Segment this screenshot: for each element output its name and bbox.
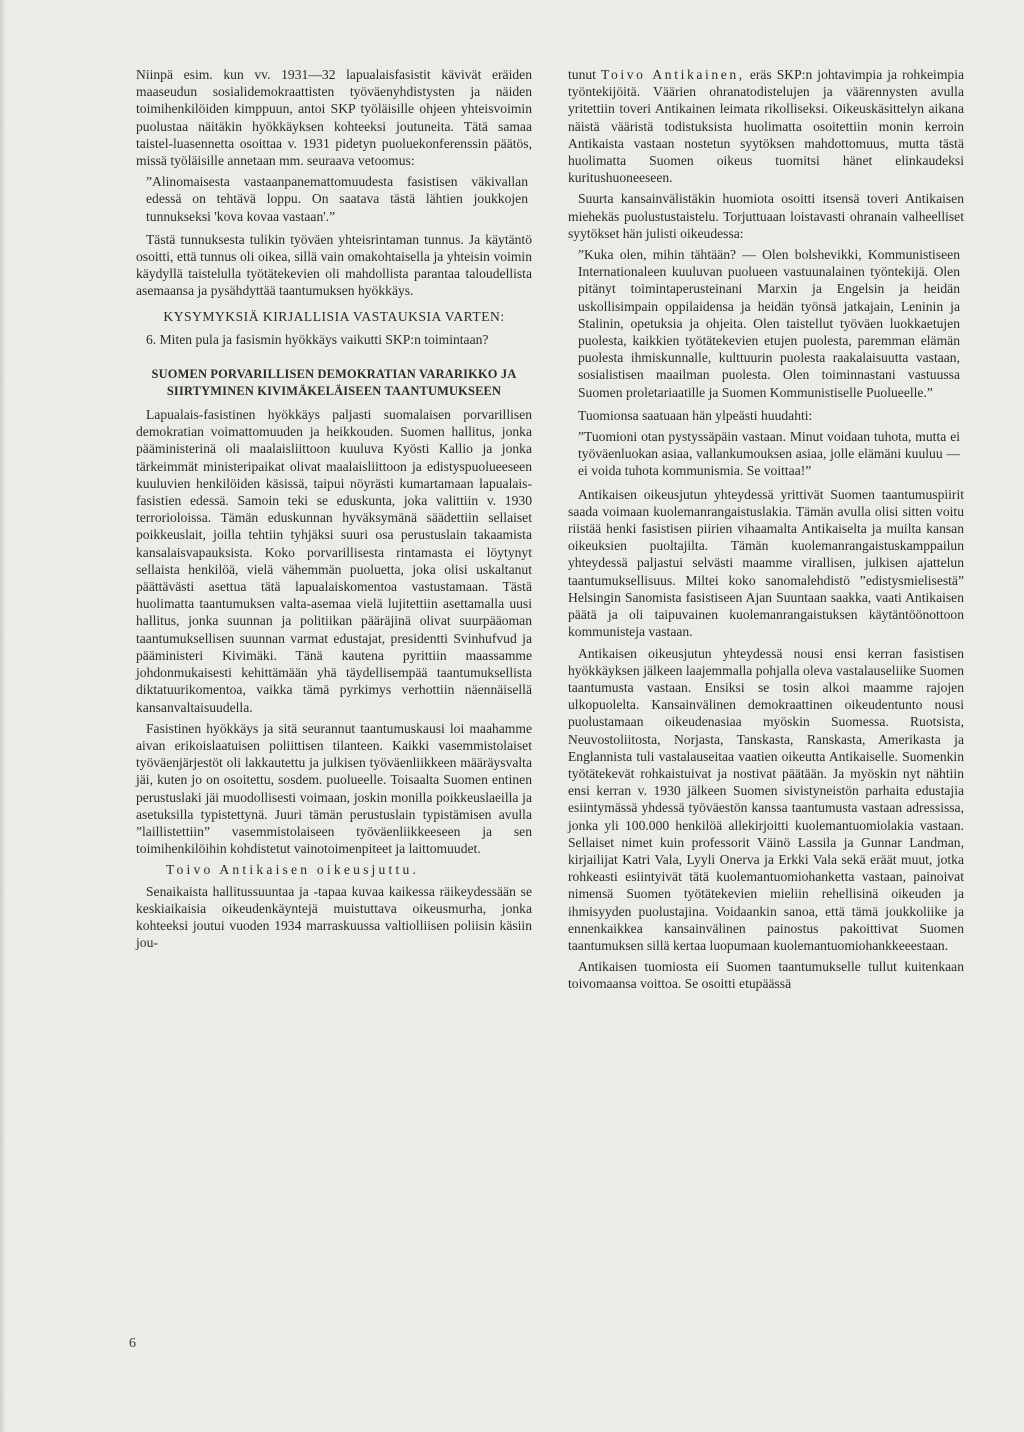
section-paragraph-2: Fasistinen hyökkäys ja sitä seurannut taantumuskausi loi maahamme aivan erikoislaatuisen poliittisen tilanteen. Kaikki vasemmistolaiset työväenjärjestöt oli lakkautettu ja julkisen työväenliikkeen määräysvalta jäi, kuten jo on osoitettu, sosdem. puolueelle. Toisaalta Suomen entinen perustuslaki jäi muodollisesti voimaan, joskin monilla poikkeuslaeilla ja asetuksilla typistettynä. Juuri tämän perustuslain typistämisen avulla ”laillistettiin” vasemmistolaiseen työväenliikkeeseen ja sen toimihenkilöihin kohdistetut vainotoimenpiteet ja laittomuudet. (136, 720, 532, 857)
verdict-quote-text: ”Tuomioni otan pystyssäpäin vastaan. Minut voidaan tuhota, mutta ei työväenluokan asiaa, vallankumouksen asiaa, jolle elämäni kuuluu — ei voida tuhota kommunismia. Se voittaa!” (578, 429, 960, 479)
scan-edge (0, 0, 6, 1432)
conference-quote (136, 173, 532, 225)
antikainen-case-heading: Toivo Antikaisen oikeusjuttu. (166, 862, 420, 878)
right-paragraph-1-rest: eräs SKP:n johtavimpia ja rohkeimpia työntekijöitä. Väärien ohranatodistelujen ja väärennysten avulla yritettiin toveri Antikainen leimata rikolliseksi. Oikeuskäsittelyn aikana näistä vääristä todistuksista huolimatta osoitettiin monin kerroin Antikaista vastaan nostetun syytöksen mahdottomuus, mutta tästä huolimatta Suomen oikeus tuomitsi hänet elinkaudeksi kuritushuoneeseen. (568, 67, 965, 186)
court-speech-text: ”Kuka olen, mihin tähtään? — Olen bolshevikki, Kommunistiseen Internationaleen kuuluvan puolueen vastuunalainen työntekijä. Olen pitänyt toimintaperusteinani Marxin ja Engelsin ja heidän uskollisimpain oppilaidensa ja heidän työnsä jatkajain, Leninin ja Stalinin, opetuksia ja ohjeita. Olen taistellut työväen luokkaetujen puolesta, kaikkien työtätekevien etujen puolesta, paremman elämän puolesta ihmiskunnalle, kulttuurin puolesta raakalaisuutta vastaan, sosialistisen maailman puolesta. Olen toiminnastani vastuussa Suomen proletariaatille ja Suomen Kommunistiselle Puolueelle.” (578, 247, 960, 400)
shout-intro: Tuomionsa saatuaan hän ylpeästi huudahti: (578, 407, 813, 423)
right-column (568, 66, 964, 997)
right-paragraph-2: Suurta kansainvälistäkin huomiota osoitti itsensä toveri Antikaisen miehekäs puolustustaistelu. Torjuttuaan loistavasti ohranain valheelliset syytökset hän julisti oikeudessa: (568, 191, 964, 241)
verdict-quote (568, 428, 964, 480)
right-paragraph-4: Antikaisen oikeusjutun yhteydessä nousi ensi kerran fasistisen hyökkäyksen jälkeen laajemmalla pohjalla oleva vastalauseliike Suomen taantumusta vastaan. Ensiksi se tosin alkoi maamme rajojen ulkopuolelta. Kansainvälinen demokraattinen oikeudentunto nousi puolustamaan oikeudenasiaa myöskin Suomessa. Ruotsista, Neuvostoliitosta, Norjasta, Tanskasta, Ranskasta, Amerikasta ja Englannista tuli vastalauseitaa vaatien oikeutta Antikaiselle. Suomenkin työtätekevät rohkaistuivat ja nostivat päätään. Ja myöskin nyt nähtiin ensi kerran v. 1930 jälkeen Suomen sivistyneistön parhaita edustajia esiintymässä yhdessä työväestön kanssa taantumusta vastaan adressissa, jonka yli 100.000 henkilöä allekirjoitti kuolemantuomiolakia vastaan. Sellaiset nimet kuin professorit Väinö Lassila ja Gunnar Landman, kirjailijat Katri Vala, Lyyli Onerva ja Erkki Vala sekä eräät muut, jotka rohkeasti esiintyivät tätä kuolemantuomiohanketta vastaan, painoivat nimensä Suomen työtätekevien mieliin rehellisinä oikeuden ja ihmisyyden puolustajina. Voidaankin sanoa, että tämä joukkoliike ja ennenkaikkea kansainvälinen painostus pakoittivat Suomen taantumuksen sillä kertaa luopumaan kuolemantuomiohankkeeestaan. (568, 645, 964, 953)
section-paragraph-3: Senaikaista hallitussuuntaa ja -tapaa kuvaa kaikessa räikeydessään se keskiaikaisia oikeudenkäyntejä muistuttava oikeusmurha, jonka kohteeksi joutui vuoden 1934 marraskuussa valtiolliisen poliisin käsiin jou- (136, 883, 532, 951)
right-paragraph-1 (568, 66, 964, 186)
conference-quote-text: ”Alinomaisesta vastaanpanemattomuudesta fasistisen väkivallan edessä on tehtävä loppu. On saatava tästä lähtien joukkojen tunnukseksi 'kova kovaa vastaan'.” (146, 174, 528, 224)
antikainen-name: Toivo Antikainen, (600, 67, 745, 82)
left-column (136, 66, 532, 955)
question-6: 6. Miten pula ja fasismin hyökkäys vaikutti SKP:n toimintaan? (146, 331, 489, 347)
right-paragraph-1-prefix: tunut (568, 67, 601, 82)
right-paragraph-3: Antikaisen oikeusjutun yhteydessä yrittivät Suomen taantumuspiirit saada voimaan kuolemanrangaistuslakia. Tämän avulla olisi sitten voitu riistää henki fasistisen piirien vihaamalta Antikaiselta ja muilta kansan oikeuksien puoltajilta. Tämän kuolemanrangaistuskamppailun yhteydessä paljastui selvästi maamme virallisen, julkisen ajattelun taantumuksellisuus. Miltei koko sanomalehdistö ”edistysmielisestä” Helsingin Sanomista fasistiseen Ajan Suuntaan saakka, vaati Antikaisen päätä ja oli taipuvainen kuolemanrangaistuksen käytäntöönottoon kommunisteja vastaan. (568, 486, 964, 640)
after-quote-paragraph: Tästä tunnuksesta tulikin työväen yhteisrintaman tunnus. Ja käytäntö osoitti, että tunnus oli oikea, sillä vain omakohtaisella ja yhteisin voimin käydyllä taistelulla työtätekevien oli mahdollista parantaa taloudellista asemaansa ja pysähdyttää taantumuksen hyökkäys. (136, 231, 532, 299)
right-paragraph-5: Antikaisen tuomiosta eii Suomen taantumukselle tullut kuitenkaan toivomaansa voittoa. Se osoitti etupäässä (568, 959, 964, 992)
page-number: 6 (129, 1336, 136, 1351)
court-speech-quote (568, 246, 964, 401)
section-paragraph-1: Lapualais-fasistinen hyökkäys paljasti suomalaisen porvarillisen demokratian voimattomuuden ja heikkouden. Suomen hallitus, jonka pääministerinä oli maalaisliittoon kuuluva Kyösti Kallio ja jonka tärkeimmät ministeripaikat olivat maalaisliittoon ja edistyspuolueeseen kuuluvien henkilöiden käsissä, taipui nöyrästi kumartamaan lapualais-fasistien edessä. Samoin teki se eduskunta, joka valittiin v. 1930 terrorioloissa. Tämän eduskunnan hyväksymänä säädettiin sellaiset poikkeuslait, joilla tehtiin tyhjäksi suuri osa perustuslain takaamista kansalaisvapauksista. Koko porvarillisesta rintamasta ei löytynyt sellaista henkilöä, vielä vähemmän puoluetta, joka olisi uskaltanut päättävästi asettua tätä lapualaiskomentoa vastustamaan. Tästä huolimatta taantumuksen valta-asemaa vielä lujitettiin asettamalla uusi hallitus, jonka suunnan ja politiikan pääräjinä olivat suurpääoman taantumuksellisen suunnan varmat edustajat, presidentti Svinhufvud ja pääministeri Kivimäki. Tänä kautena pyrittiin maassamme johdonmukaisesti kehittämään yhä täydellisempää taantumuksellista diktatuurikomentoa, vaikka tämä pyrkimys verhottiin näennäisellä kansanvaltaisuudella. (136, 407, 532, 715)
questions-heading: KYSYMYKSIÄ KIRJALLISIA VASTAUKSIA VARTEN: (163, 308, 505, 324)
intro-paragraph: Niinpä esim. kun vv. 1931—32 lapualaisfasistit kävivät eräiden maaseudun sosialidemokraattisten työväenyhdistysten ja näiden toimihenkilöiden kimppuun, antoi SKP työläisille ohjeen yhteisvoimin puolustaa näitäkin hyökkäyksen kohteeksi joutuneita. Tätä samaa taistel-luasennetta osoittaa v. 1931 pidetyn puoluekonferenssin päätös, missä työläisille annetaan mm. seuraava vetoomus: (136, 67, 532, 169)
section-title: SUOMEN PORVARILLISEN DEMOKRATIAN VARARIKKO JA SIIRTYMINEN KIVIMÄKELÄISEEN TAANTUMUKSEEN (151, 367, 517, 399)
